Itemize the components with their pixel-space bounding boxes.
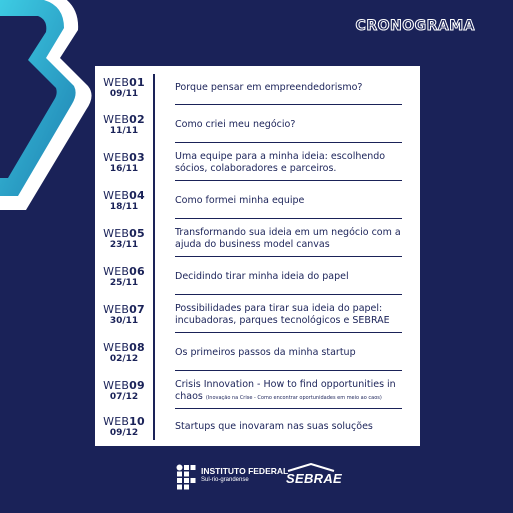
session-code: WEB02 11/11 (99, 114, 149, 136)
row-divider (175, 408, 402, 409)
session-date: 18/11 (109, 202, 139, 212)
institute-name: INSTITUTO FEDERAL (201, 466, 289, 476)
sebrae-logo: SEBRAE (286, 471, 342, 486)
session-title (175, 379, 403, 404)
row-divider (175, 180, 402, 181)
session-title: Porque pensar em empreendedorismo? (175, 82, 363, 93)
session-code: WEB08 02/12 (99, 342, 149, 364)
session-date: 30/11 (109, 316, 139, 326)
session-date: 11/11 (109, 126, 139, 136)
session-title: Como formei minha equipe (175, 195, 305, 206)
session-date: 09/12 (109, 428, 139, 438)
session-title: Uma equipe para a minha ideia: escolhendo sócios, colaboradores e parceiros. (175, 151, 386, 174)
session-code: WEB04 18/11 (99, 190, 149, 212)
footer-logos (176, 463, 346, 493)
session-code: WEB10 09/12 (99, 416, 149, 438)
row-divider (175, 294, 402, 295)
session-title: Possibilidades para tirar sua ideia do papel: incubadoras, parques tecnológicos e SEBRAE (175, 303, 390, 326)
session-title: Decidindo tirar minha ideia do papel (175, 271, 349, 282)
row-divider (175, 256, 402, 257)
row-divider (175, 332, 402, 333)
institute-logo-icon (176, 464, 198, 490)
session-date: 25/11 (109, 278, 139, 288)
session-code: WEB05 23/11 (99, 228, 149, 250)
page-title: CRONOGRAMA (355, 18, 475, 34)
session-title: Como criei meu negócio? (175, 119, 296, 130)
institute-subtitle: Sul-rio-grandense (201, 477, 249, 483)
session-title-text: Crisis Innovation - How to find opportunities in chaos (175, 379, 396, 402)
session-code: WEB03 16/11 (99, 152, 149, 174)
row-divider (175, 104, 402, 105)
session-date: 16/11 (109, 164, 139, 174)
decorative-number-graphic (0, 0, 110, 220)
session-code: WEB07 30/11 (99, 304, 149, 326)
session-title: Os primeiros passos da minha startup (175, 347, 356, 358)
session-date: 09/11 (109, 89, 139, 99)
schedule-card (95, 66, 420, 446)
session-title: Startups que inovaram nas suas soluções (175, 421, 373, 432)
session-subtitle: (Inovação na Crise - Como encontrar oportunidades em meio ao caos) (205, 395, 382, 401)
row-divider (175, 142, 402, 143)
session-code: WEB01 09/11 (99, 77, 149, 99)
session-title: Transformando sua ideia em um negócio com a ajuda do business model canvas (175, 227, 401, 250)
timeline-line (153, 74, 155, 440)
session-code: WEB06 25/11 (99, 266, 149, 288)
session-date: 23/11 (109, 240, 139, 250)
session-date: 02/12 (109, 354, 139, 364)
row-divider (175, 370, 402, 371)
session-code: WEB09 07/12 (99, 380, 149, 402)
session-date: 07/12 (109, 392, 139, 402)
row-divider (175, 218, 402, 219)
